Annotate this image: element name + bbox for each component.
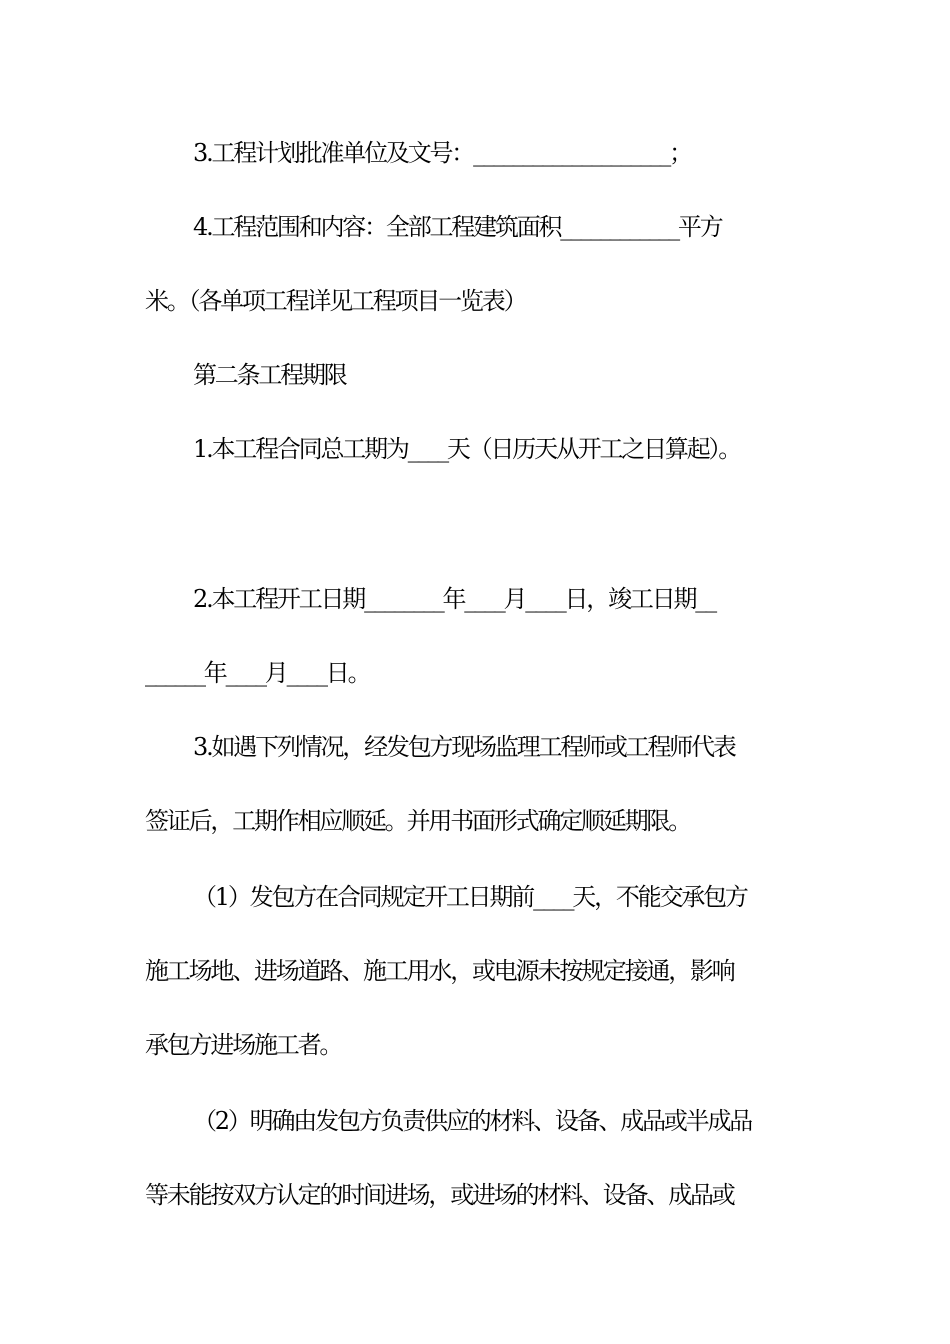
item-2-materials-continued: 等未能按双方认定的时间进场，或进场的材料、设备、成品或 — [145, 1181, 734, 1209]
clause-4-scope: 4.工程范围和内容：全部工程建筑面积____________平方 — [193, 213, 722, 241]
clause-3-extension: 3.如遇下列情况，经发包方现场监理工程师或工程师代表 — [193, 733, 735, 761]
clause-2-dates: 2.本工程开工日期________年____月____日，竣工日期__ — [193, 585, 715, 613]
clause-1-duration: 1.本工程合同总工期为____天（日历天从开工之日算起）。 — [193, 435, 741, 463]
clause-3-approval-unit: 3.工程计划批准单位及文号：____________________； — [193, 139, 691, 167]
item-1-site-delay-continued: 施工场地、进场道路、施工用水，或电源未按规定接通，影响 — [145, 957, 734, 985]
item-1-site-delay-end: 承包方进场施工者。 — [145, 1031, 342, 1059]
article-2-heading: 第二条工程期限 — [193, 361, 346, 389]
clause-3-extension-continued: 签证后，工期作相应顺延。并用书面形式确定顺延期限。 — [145, 807, 690, 835]
item-1-site-delay: （1）发包方在合同规定开工日期前____天，不能交承包方 — [193, 883, 747, 911]
item-2-materials: （2）明确由发包方负责供应的材料、设备、成品或半成品 — [193, 1107, 752, 1135]
clause-4-scope-continued: 米。（各单项工程详见工程项目一览表） — [145, 287, 526, 315]
clause-2-dates-continued: ______年____月____日。 — [145, 659, 370, 687]
